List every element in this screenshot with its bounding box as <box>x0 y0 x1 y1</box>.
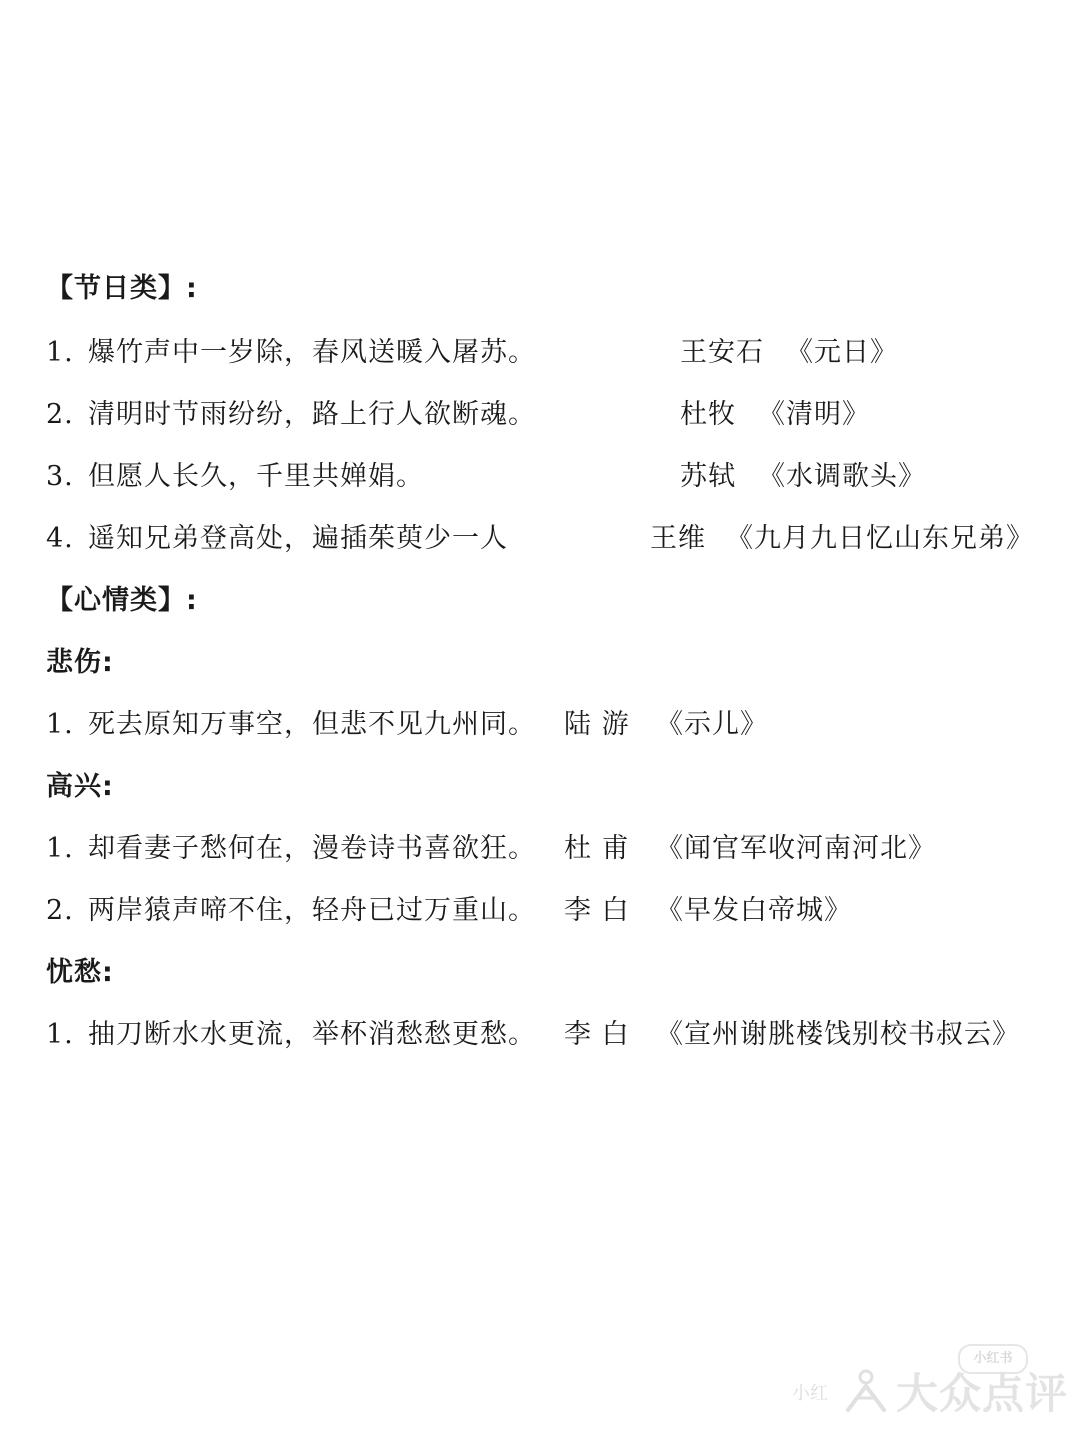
item-number: 1. <box>46 709 74 740</box>
subheading-happy: 高兴: <box>46 771 114 802</box>
item-number: 1. <box>46 1019 74 1050</box>
verse-text: 清明时节雨纷纷，路上行人欲断魂。 <box>88 399 536 430</box>
poem-author: 李 白 <box>564 1019 630 1050</box>
xiaohongshu-watermark-badge: 小红书 <box>958 1344 1028 1374</box>
verse-text: 爆竹声中一岁除，春风送暖入屠苏。 <box>88 337 536 368</box>
poem-author: 王维 <box>650 523 706 554</box>
poem-line <box>46 460 926 494</box>
item-number: 2. <box>46 399 74 430</box>
poem-title: 《清明》 <box>758 399 870 430</box>
poem-author: 杜 甫 <box>564 833 630 864</box>
poem-author: 李 白 <box>564 895 630 926</box>
item-number: 4. <box>46 523 74 554</box>
poem-author: 苏轼 <box>680 461 736 492</box>
verse-text: 两岸猿声啼不住，轻舟已过万重山。 <box>88 895 536 926</box>
poem-author: 王安石 <box>680 337 764 368</box>
xiaohongshu-watermark-text: 小红 <box>792 1383 828 1404</box>
subheading-worry: 忧愁: <box>46 957 114 988</box>
poem-line <box>46 522 1034 556</box>
dianping-watermark-text: 大众点评 <box>896 1369 1069 1418</box>
verse-text: 却看妻子愁何在，漫卷诗书喜欲狂。 <box>88 833 536 864</box>
poem-title: 《示儿》 <box>656 709 768 740</box>
poem-line <box>46 708 768 742</box>
item-number: 3. <box>46 461 74 492</box>
poem-line <box>46 832 936 866</box>
verse-text: 死去原知万事空，但悲不见九州同。 <box>88 709 536 740</box>
poem-title: 《早发白帝城》 <box>656 895 852 926</box>
item-number: 1. <box>46 833 74 864</box>
verse-text: 但愿人长久，千里共婵娟。 <box>88 461 424 492</box>
poem-line <box>46 1018 1020 1052</box>
item-number: 2. <box>46 895 74 926</box>
poem-author: 杜牧 <box>680 399 736 430</box>
section-heading-mood: 【心情类】: <box>46 585 198 616</box>
poem-author: 陆 游 <box>564 709 630 740</box>
item-number: 1. <box>46 337 74 368</box>
dianping-logo-icon <box>842 1368 890 1416</box>
verse-text: 遥知兄弟登高处，遍插茱萸少一人 <box>88 523 508 554</box>
poem-title: 《元日》 <box>786 337 898 368</box>
poem-line <box>46 398 870 432</box>
poem-title: 《水调歌头》 <box>758 461 926 492</box>
subheading-sad: 悲伤: <box>46 647 114 678</box>
poem-title: 《闻官军收河南河北》 <box>656 833 936 864</box>
poem-line <box>46 336 898 370</box>
poem-line <box>46 894 852 928</box>
section-heading-festival: 【节日类】: <box>46 273 198 304</box>
poem-title: 《宣州谢朓楼饯别校书叔云》 <box>656 1019 1020 1050</box>
verse-text: 抽刀断水水更流，举杯消愁愁更愁。 <box>88 1019 536 1050</box>
poem-title: 《九月九日忆山东兄弟》 <box>726 523 1034 554</box>
